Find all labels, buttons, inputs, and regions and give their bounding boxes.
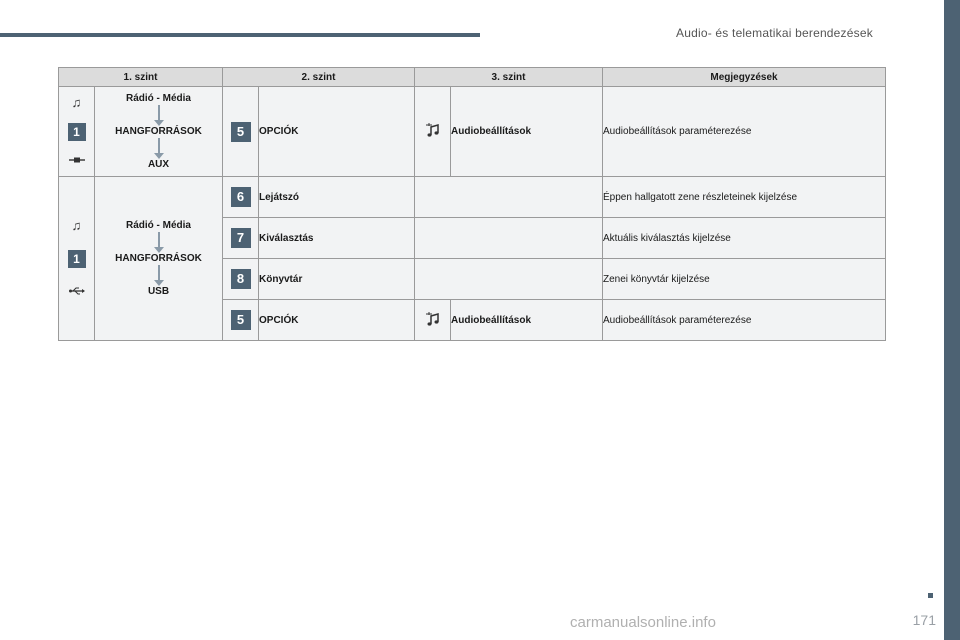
page-number: 171 [912,612,936,628]
note-text: Éppen hallgatott zene részleteinek kijelzése [603,177,886,218]
path-step-sources: HANGFORRÁSOK [115,253,202,264]
watermark: carmanualsonline.info [570,614,716,631]
path-step-source: Rádió - Média [125,93,191,104]
note-text: Audiobeállítások paraméterezése [603,300,886,341]
aux-plug-icon [69,155,85,168]
music-note-icon: ♫ [71,217,82,233]
section-title: Audio- és telematikai berendezések [676,26,873,40]
level2-label: OPCIÓK [259,87,415,177]
level3-label: Audiobeállítások [451,87,603,177]
arrow-down-icon [158,232,160,248]
path-step-target: USB [147,286,170,297]
table-row [59,87,886,177]
level1-path [95,177,223,341]
level1-icons [59,87,95,177]
level2-badge: 8 [223,259,259,300]
edge-tab [944,0,960,640]
col-notes: Megjegyzések [603,68,886,87]
level3-label: Audiobeállítások [451,300,603,341]
arrow-down-icon [158,265,160,281]
col-level3: 3. szint [415,68,603,87]
level1-icons [59,177,95,341]
level2-label: Könyvtár [259,259,415,300]
level3-empty [415,259,603,300]
arrow-down-icon [158,105,160,121]
path-step-target: AUX [147,159,170,170]
level2-badge: 5 [223,300,259,341]
music-note-icon: ♫ [71,94,82,110]
step-badge: 1 [68,250,86,268]
usb-icon [69,286,85,299]
note-text: Aktuális kiválasztás kijelzése [603,218,886,259]
audio-settings-icon [415,300,451,341]
level2-badge: 5 [223,87,259,177]
col-level1: 1. szint [59,68,223,87]
path-step-source: Rádió - Média [125,220,191,231]
page-marker [928,593,933,598]
table-row [59,177,886,218]
step-badge: 1 [68,123,86,141]
path-step-sources: HANGFORRÁSOK [115,126,202,137]
level2-label: OPCIÓK [259,300,415,341]
level2-badge: 6 [223,177,259,218]
level2-label: Kiválasztás [259,218,415,259]
level2-badge: 7 [223,218,259,259]
menu-table [58,67,886,341]
table-header-row [59,68,886,87]
arrow-down-icon [158,138,160,154]
level1-path [95,87,223,177]
note-text: Audiobeállítások paraméterezése [603,87,886,177]
audio-settings-icon [415,87,451,177]
note-text: Zenei könyvtár kijelzése [603,259,886,300]
col-level2: 2. szint [223,68,415,87]
header-rule [0,33,480,37]
level2-label: Lejátszó [259,177,415,218]
level3-empty [415,177,603,218]
level3-empty [415,218,603,259]
